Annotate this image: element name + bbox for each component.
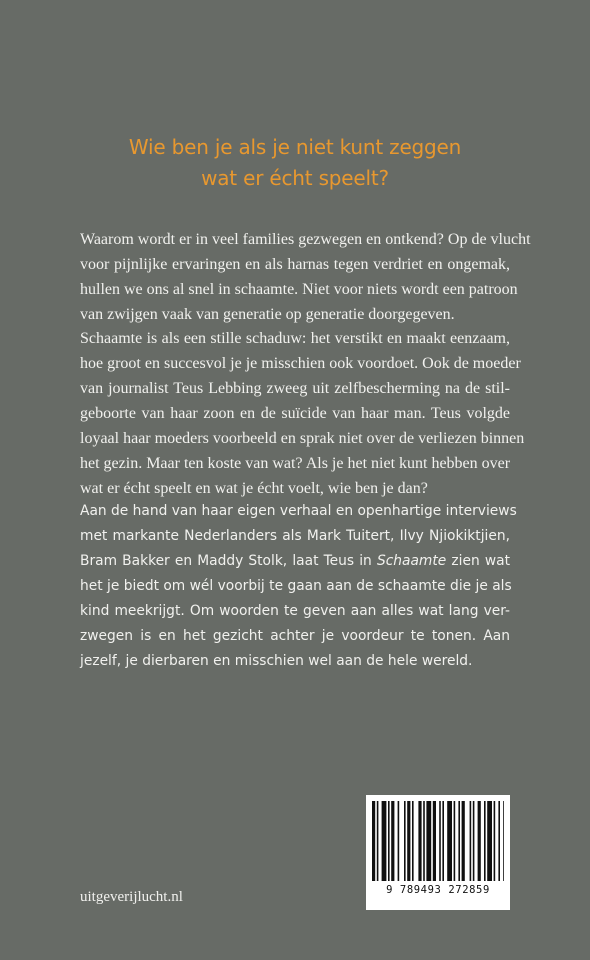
publisher-website: uitgeverijlucht.nl — [80, 889, 183, 905]
blurb-paragraph-2 — [80, 326, 525, 501]
paragraph-line — [80, 549, 510, 574]
barcode-bar — [454, 801, 456, 881]
barcode-bar — [404, 801, 406, 881]
barcode-bar — [458, 801, 460, 881]
barcode-bar — [377, 801, 379, 881]
paragraph-line: van zwijgen vaak van generatie op generatie doorgegeven. — [80, 306, 455, 323]
barcode-bar — [503, 801, 504, 881]
isbn-barcode — [366, 795, 510, 910]
barcode-bar — [442, 801, 444, 881]
barcode-bar — [447, 801, 452, 881]
barcode-bar — [388, 801, 390, 881]
barcode-bar — [382, 801, 387, 881]
headline — [0, 132, 590, 194]
barcode-bar — [426, 801, 431, 881]
paragraph-line: wat er écht speelt en wat je écht voelt, wie ben je dan? — [80, 480, 428, 497]
paragraph-line: hullen we ons al snel in schaamte. Niet voor niets wordt een patroon — [80, 281, 518, 298]
barcode-bar — [439, 801, 441, 881]
barcode-bar — [412, 801, 414, 881]
book-title: Schaamte — [376, 553, 447, 569]
paragraph-line: het gezin. Maar ten koste van wat? Als je het niet kunt hebben over — [80, 455, 511, 472]
barcode-bar — [423, 801, 425, 881]
paragraph-line: geboorte van haar zoon en de suïcide van haar man. Teus volgde — [80, 405, 510, 422]
paragraph-line: hoe groot en succesvol je je misschien ook voordoet. Ook de moeder — [80, 355, 521, 372]
paragraph-line: Schaamte is als een stille schaduw: het verstikt en maakt eenzaam, — [80, 330, 510, 347]
headline-line-2: wat er écht speelt? — [201, 166, 389, 190]
isbn-number: 9 789493 272859 — [386, 884, 490, 896]
paragraph-line: jezelf, je dierbaren en misschien wel aan de hele wereld. — [80, 653, 473, 669]
paragraph-line: zwegen is en het gezicht achter je voordeur te tonen. Aan — [80, 628, 510, 644]
paragraph-line: loyaal haar moeders voorbeeld en sprak niet over de verliezen binnen — [80, 430, 525, 447]
paragraph-text: Bram Bakker en Maddy Stolk, laat Teus in — [80, 553, 377, 569]
paragraph-line: van journalist Teus Lebbing zweeg uit zelfbescherming na de stil- — [80, 380, 510, 397]
paragraph-line: Aan de hand van haar eigen verhaal en openhartige interviews — [80, 503, 517, 519]
paragraph-line: voor pijnlijke ervaringen en als harnas tegen verdriet en ongemak, — [80, 256, 510, 273]
barcode-bar — [407, 801, 410, 881]
barcode-bar — [398, 801, 400, 881]
barcode-bar — [473, 801, 475, 881]
barcode-bar — [470, 801, 472, 881]
paragraph-line: Waarom wordt er in veel families gezwegen en ontkend? Op de vlucht — [80, 231, 531, 248]
barcode-bars — [366, 795, 510, 887]
barcode-bar — [498, 801, 500, 881]
barcode-bar — [494, 801, 496, 881]
paragraph-text: zien wat — [446, 553, 510, 569]
barcode-bar — [372, 801, 375, 881]
headline-line-1: Wie ben je als je niet kunt zeggen — [128, 135, 462, 159]
paragraph-line: het je biedt om wél voorbij te gaan aan de schaamte die je als — [80, 578, 512, 594]
barcode-bar — [484, 801, 486, 881]
barcode-bar — [462, 801, 465, 881]
barcode-bar — [487, 801, 492, 881]
barcode-bar — [433, 801, 436, 881]
blurb-paragraph-1 — [80, 227, 531, 327]
paragraph-line: met markante Nederlanders als Mark Tuitert, Ilvy Njiokiktjien, — [80, 528, 510, 544]
paragraph-line: kind meekrijgt. Om woorden te geven aan alles wat lang ver- — [80, 603, 510, 619]
barcode-bar — [418, 801, 421, 881]
barcode-bar — [478, 801, 481, 881]
blurb-paragraph-3 — [80, 499, 517, 674]
barcode-bar — [391, 801, 394, 881]
